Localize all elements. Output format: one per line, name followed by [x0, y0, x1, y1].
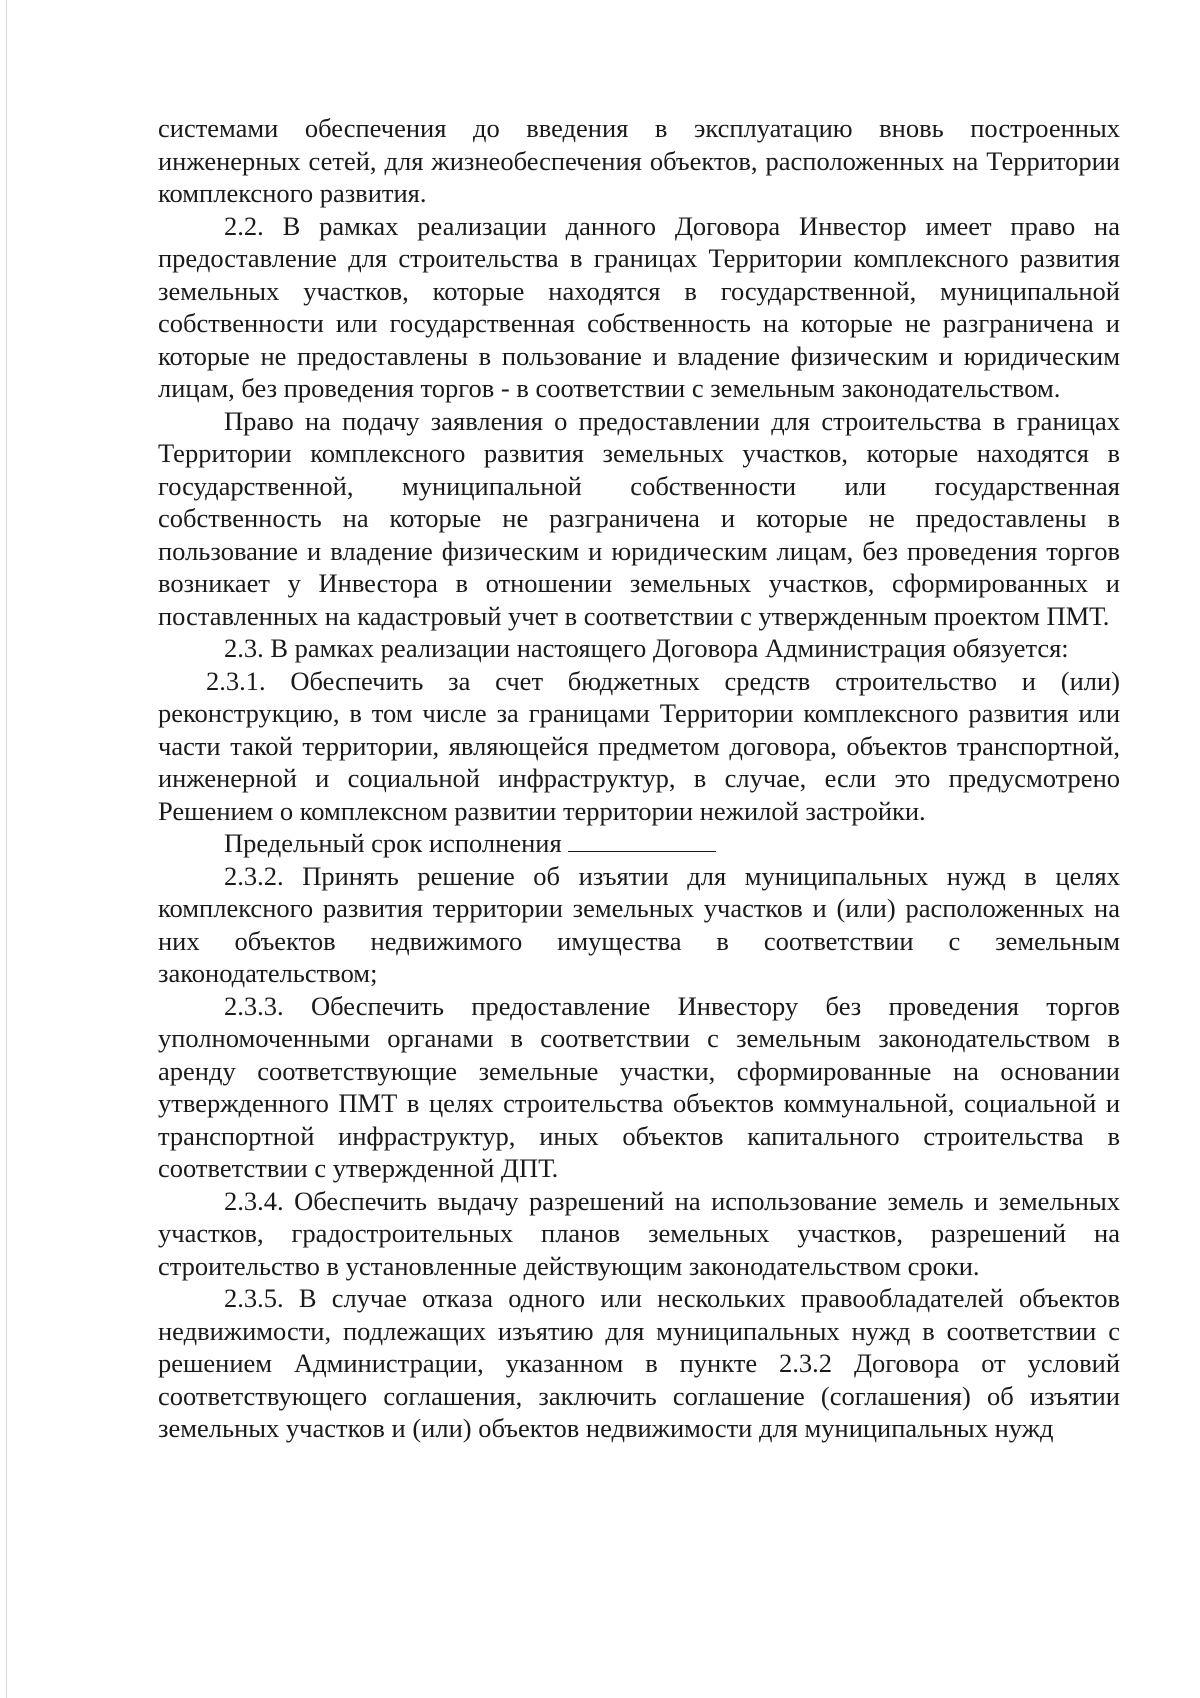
- paragraph-deadline: [158, 827, 1120, 860]
- paragraph-2-3-5: 2.3.5. В случае отказа одного или нескольких правообладателей объектов недвижимости, подлежащих изъятию для муниципальных нужд в соответствии с решением Администрации, указанном в пункте 2.3.2 Договора от условий соответствующего соглашения, заключить соглашение (соглашения) об изъятии земельных участков и (или) объектов недвижимости для муниципальных нужд: [158, 1283, 1120, 1443]
- paragraph-2-3-3: 2.3.3. Обеспечить предоставление Инвестору без проведения торгов уполномоченными органами в соответствии с земельным законодательством в аренду соответствующие земельные участки, сформированные на основании утвержденного ПМТ в целях строительства объектов коммунальной, социальной и транспортной инфраструктур, иных объектов капитального строительства в соответствии с утвержденной ДПТ.: [158, 990, 1120, 1183]
- deadline-label: Предельный срок исполнения: [224, 828, 562, 858]
- paragraph-application-right: Право на подачу заявления о предоставлении для строительства в границах Территории комплексного развития земельных участков, которые находятся в государственной, муниципальной собственности или государственная собственность на которые не разграничена и которые не предоставлены в пользование и владение физическим и юридическим лицам, без проведения торгов возникает у Инвестора в отношении земельных участков, сформированных и поставленных на кадастровый учет в соответствии с утвержденным проектом ПМТ.: [158, 405, 1120, 631]
- paragraph-2-3-1: 2.3.1. Обеспечить за счет бюджетных средств строительство и (или) реконструкцию, в том числе за границами Территории комплексного развития или части такой территории, являющейся предметом договора, объектов транспортной, инженерной и социальной инфраструктур, в случае, если это предусмотрено Решением о комплексном развитии территории нежилой застройки.: [158, 665, 1120, 826]
- paragraph-continuation: системами обеспечения до введения в эксплуатацию вновь построенных инженерных сетей, для жизнеобеспечения объектов, расположенных на Территории комплексного развития.: [158, 113, 1120, 208]
- document-body: [158, 112, 1120, 1445]
- paragraph-2-3: 2.3. В рамках реализации настоящего Договора Администрация обязуется:: [224, 633, 1069, 663]
- deadline-blank-field: [568, 829, 716, 852]
- paragraph-2-3-2: 2.3.2. Принять решение об изъятии для муниципальных нужд в целях комплексного развития территории земельных участков и (или) расположенных на них объектов недвижимого имущества в соответствии с земельным законодательством;: [158, 860, 1120, 988]
- scan-edge-line: [6, 0, 7, 1698]
- paragraph-2-2: 2.2. В рамках реализации данного Договора Инвестор имеет право на предоставление для строительства в границах Территории комплексного развития земельных участков, которые находятся в государственной, муниципальной собственности или государственная собственность на которые не разграничена и которые не предоставлены в пользование и владение физическим и юридическим лицам, без проведения торгов - в соответствии с земельным законодательством.: [158, 210, 1120, 403]
- paragraph-2-3-4: 2.3.4. Обеспечить выдачу разрешений на использование земель и земельных участков, градостроительных планов земельных участков, разрешений на строительство в установленные действующим законодательством сроки.: [158, 1185, 1120, 1281]
